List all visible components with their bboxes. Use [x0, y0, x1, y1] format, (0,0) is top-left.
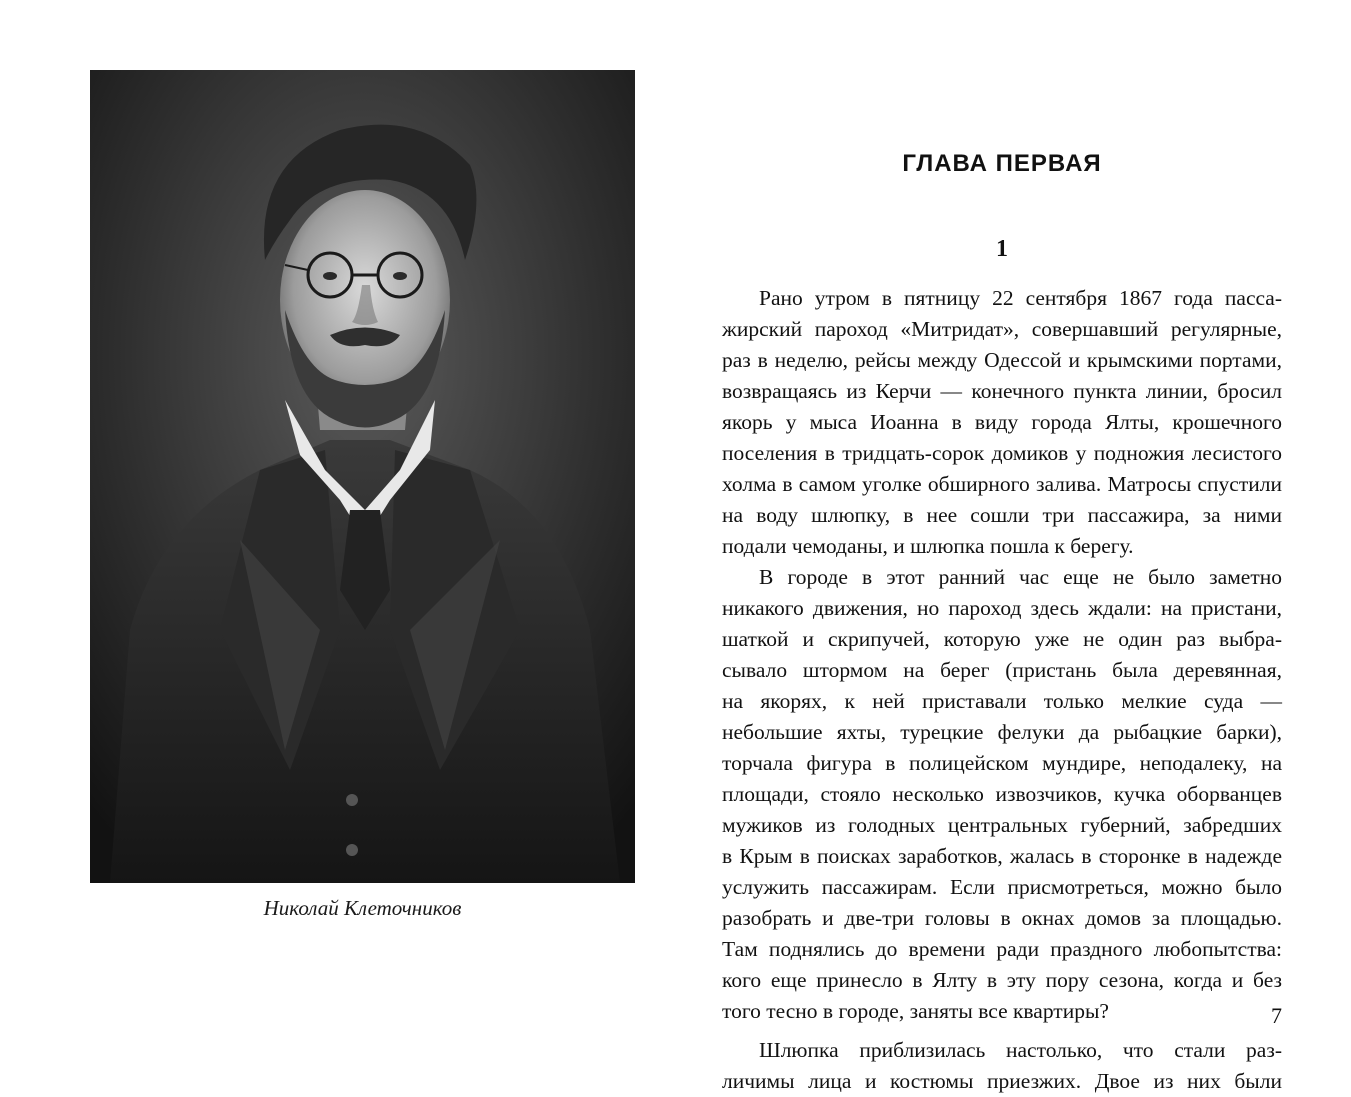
text-line: разобрать и две-три головы в окнах домов за площадью.: [722, 906, 1282, 930]
text-line: Шлюпка приблизилась настолько, что стали раз-: [759, 1038, 1282, 1062]
text-line: Там поднялись до времени ради праздного любопытства:: [722, 937, 1282, 961]
text-line: мужиков из голодных центральных губерний, забредших: [722, 813, 1282, 837]
text-line: шаткой и скрипучей, которую уже не один раз выбра-: [722, 627, 1282, 651]
text-line: никакого движения, но пароход здесь ждали: на пристани,: [722, 596, 1282, 620]
portrait-illustration: [90, 70, 635, 883]
text-line: на воду шлюпку, в нее сошли три пассажира, за ними: [722, 503, 1282, 527]
text-line: того тесно в городе, заняты все квартиры?: [722, 999, 1109, 1023]
text-line: жирский пароход «Митридат», совершавший регулярные,: [722, 317, 1282, 341]
section-number: 1: [996, 236, 1008, 262]
text-line: В городе в этот ранний час еще не было заметно: [759, 565, 1282, 589]
text-line: якорь у мыса Иоанна в виду города Ялты, крошечного: [722, 410, 1282, 434]
text-line: возвращаясь из Керчи — конечного пункта линии, бросил: [722, 379, 1282, 403]
text-line: личимы лица и костюмы приезжих. Двое из них были: [722, 1069, 1282, 1093]
chapter-title: ГЛАВА ПЕРВАЯ: [902, 150, 1102, 177]
photo-caption: Николай Клеточников: [263, 896, 462, 920]
text-line: небольшие яхты, турецкие фелуки да рыбацкие барки),: [722, 720, 1282, 744]
left-page: [0, 0, 675, 1080]
text-line: на якорях, к ней приставали только мелкие суда —: [722, 689, 1282, 713]
text-line: торчала фигура в полицейском мундире, неподалеку, на: [722, 751, 1282, 775]
text-line: в Крым в поисках заработков, жалась в сторонке в надежде: [722, 844, 1282, 868]
page-number: 7: [1271, 1003, 1282, 1028]
text-line: сывало штормом на берег (пристань была деревянная,: [722, 658, 1282, 682]
text-line: площади, стояло несколько извозчиков, кучка оборванцев: [722, 782, 1282, 806]
right-page: [722, 0, 1282, 1093]
text-line: Рано утром в пятницу 22 сентября 1867 года пасса-: [759, 286, 1282, 310]
body-text: [722, 283, 1282, 1097]
text-line: холма в самом уголке обширного залива. Матросы спустили: [722, 472, 1282, 496]
portrait-photo: [90, 70, 635, 883]
text-line: кого еще принесло в Ялту в эту пору сезона, когда и без: [722, 968, 1282, 992]
text-line: подали чемоданы, и шлюпка пошла к берегу.: [722, 534, 1134, 558]
text-line: поселения в тридцать-сорок домиков у подножия лесистого: [722, 441, 1282, 465]
text-line: раз в неделю, рейсы между Одессой и крымскими портами,: [722, 348, 1282, 372]
text-line: услужить пассажирам. Если присмотреться, можно было: [722, 875, 1282, 899]
